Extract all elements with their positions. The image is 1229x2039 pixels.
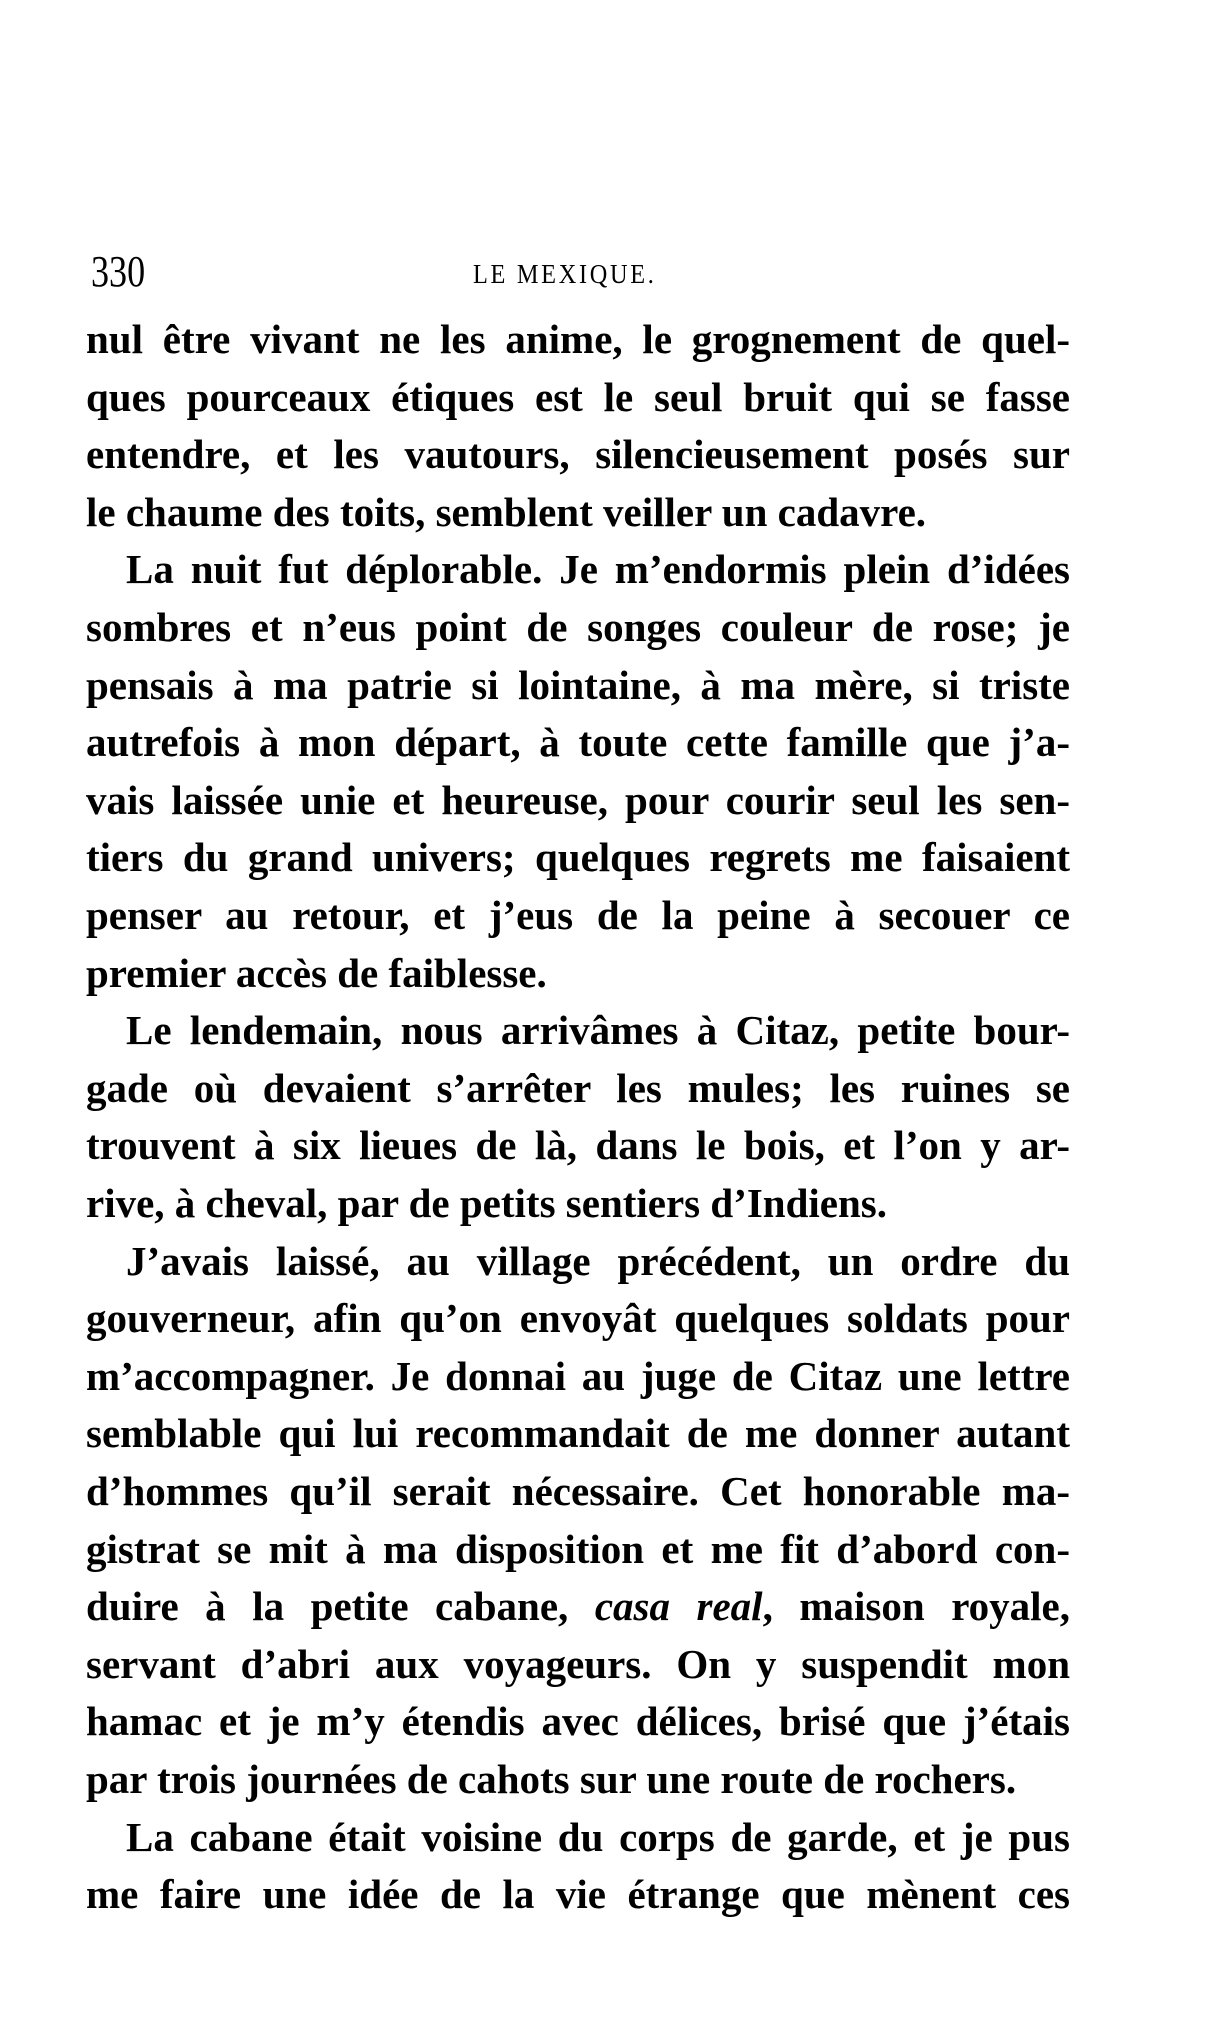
text-line: gistrat se mit à ma disposition et me fit d’abord con- <box>86 1525 1070 1572</box>
text-line: gouverneur, afin qu’on envoyât quelques soldats pour <box>86 1295 1070 1342</box>
page-number: 330 <box>91 247 146 296</box>
text-line: par trois journées de cahots sur une route de rochers. <box>86 1756 1017 1802</box>
text-line: penser au retour, et j’eus de la peine à secouer ce <box>86 892 1070 938</box>
running-title: LE MEXIQUE. <box>473 259 657 289</box>
text-line: La cabane était voisine du corps de garde, et je pus <box>126 1813 1070 1860</box>
text-run: duire à la petite cabane, <box>86 1583 595 1630</box>
text-line: semblable qui lui recommandait de me donner autant <box>86 1410 1070 1457</box>
running-head <box>88 248 1070 296</box>
text-line: J’avais laissé, au village précédent, un ordre du <box>126 1237 1070 1284</box>
text-line: pensais à ma patrie si lointaine, à ma mère, si triste <box>86 661 1070 708</box>
text-line: vais laissée unie et heureuse, pour courir seul les sen- <box>86 776 1070 823</box>
text-line: hamac et je m’y étendis avec délices, brisé que j’étais <box>86 1698 1070 1745</box>
text-line: nul être vivant ne les anime, le grognement de quel- <box>86 316 1070 362</box>
italic-phrase: casa real <box>594 1583 763 1630</box>
text-line: entendre, et les vautours, silencieusement posés sur <box>86 431 1070 478</box>
text-line: premier accès de faiblesse. <box>86 949 547 996</box>
text-line: servant d’abri aux voyageurs. On y suspendit mon <box>86 1640 1070 1687</box>
text-line: autrefois à mon départ, à toute cette famille que j’a- <box>86 719 1070 766</box>
text-line: La nuit fut déplorable. Je m’endormis plein d’idées <box>126 546 1070 593</box>
text-line: Le lendemain, nous arrivâmes à Citaz, petite bour- <box>126 1007 1070 1054</box>
text-line: me faire une idée de la vie étrange que mènent ces <box>86 1871 1070 1918</box>
text-line: d’hommes qu’il serait nécessaire. Cet honorable ma- <box>86 1468 1070 1514</box>
text-line: gade où devaient s’arrêter les mules; les ruines se <box>86 1064 1070 1111</box>
text-line: m’accompagner. Je donnai au juge de Citaz une lettre <box>86 1352 1070 1399</box>
text-line: sombres et n’eus point de songes couleur de rose; je <box>86 604 1070 650</box>
text-line: tiers du grand univers; quelques regrets me faisaient <box>86 834 1070 881</box>
text-line: rive, à cheval, par de petits sentiers d’Indiens. <box>86 1180 888 1226</box>
text-line: trouvent à six lieues de là, dans le bois, et l’on y ar- <box>86 1122 1070 1169</box>
text-line <box>86 1577 1070 1635</box>
text-line: ques pourceaux étiques est le seul bruit qui se fasse <box>86 373 1070 420</box>
text-run: , maison royale, <box>762 1583 1070 1630</box>
text-line: le chaume des toits, semblent veiller un cadavre. <box>86 488 927 535</box>
